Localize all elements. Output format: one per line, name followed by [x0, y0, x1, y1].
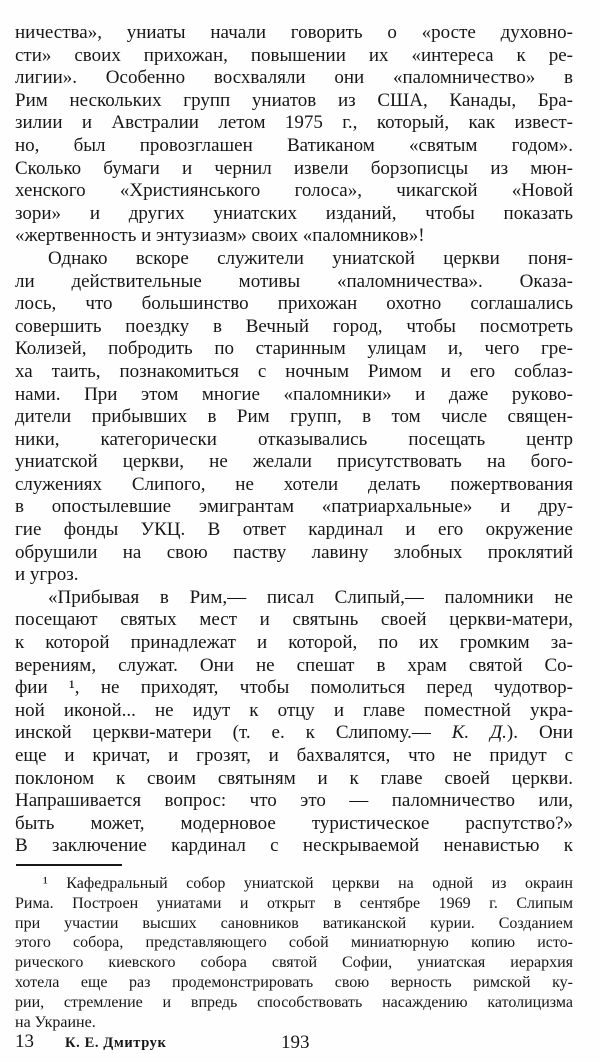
text-line [15, 768, 573, 791]
page-number: 193 [281, 1032, 310, 1053]
text-segment: лось, что большинство прихожан охотно соглашались [15, 293, 573, 315]
text-segment: «жертвенность и энтузиазм» своих «паломников»! [15, 225, 425, 247]
footnote-line [15, 914, 573, 934]
text-line [15, 745, 573, 768]
text-line [15, 813, 573, 836]
text-segment: ¹ Кафедральный собор униатской церкви на одной из окраин [43, 875, 573, 892]
text-segment: ники, категорически отказывались посещать центр [15, 428, 573, 450]
footnote-line [15, 1013, 573, 1033]
footnote-line [15, 874, 573, 894]
text-line [15, 248, 573, 271]
text-line [15, 361, 573, 384]
text-segment: Рима. Построен униатами и открыт в сентябре 1969 г. Слипым [15, 894, 573, 912]
text-line [15, 158, 573, 181]
text-segment: Сколько бумаги и чернил извели борзописцы из мюн- [15, 157, 573, 179]
text-segment: обрушили на свою паству лавину злобных проклятий [15, 541, 573, 563]
text-line [15, 564, 573, 587]
text-line [15, 722, 573, 745]
main-text-block [15, 22, 573, 858]
text-segment: фии ¹, не приходят, чтобы помолиться перед чудотвор- [15, 677, 573, 699]
text-line [15, 519, 573, 542]
editorial-initials: К. Д. [451, 722, 507, 744]
text-line [15, 225, 573, 248]
text-segment: этого собора, представляющего собой миниатюрную копию исто- [15, 934, 573, 952]
text-segment: Колизей, побродить по старинным улицам и, чего гре- [15, 338, 573, 360]
signature-number: 13 [15, 1031, 34, 1052]
text-line [15, 700, 573, 723]
text-line [15, 677, 573, 700]
text-line [15, 790, 573, 813]
text-segment: и угроз. [15, 564, 79, 586]
text-segment: ной иконой... не идут к отцу и главе поместной укра- [15, 699, 573, 721]
text-line [15, 429, 573, 452]
text-segment: гие фонды УКЦ. В ответ кардинал и его окружение [15, 519, 573, 541]
text-line [15, 112, 573, 135]
text-line [15, 384, 573, 407]
text-segment: «Прибывая в Рим,— писал Слипый,— паломники не [48, 586, 573, 608]
text-line [15, 135, 573, 158]
text-segment: быть может, модерновое туристическое распутство?» [15, 812, 573, 834]
text-line [15, 474, 573, 497]
text-line [15, 587, 573, 610]
text-segment: униатской церкви, не желали присутствовать на бого- [15, 451, 573, 473]
text-segment: Однако вскоре служители униатской церкви поня- [48, 247, 573, 269]
text-segment: хотела еще раз продемонстрировать свою верность римской ку- [15, 973, 573, 991]
text-line [15, 655, 573, 678]
text-segment: нами. При этом многие «паломники» и даже руково- [15, 383, 573, 405]
text-segment: лигии». Особенно восхваляли они «паломничество» в [15, 67, 573, 89]
footnote-separator [16, 864, 122, 866]
footnote-block [15, 874, 573, 1032]
text-segment: еще и кричат, и грозят, и бахвалятся, что не придут с [15, 745, 573, 766]
text-line [15, 90, 573, 113]
text-segment: дители прибывших в Рим групп, в том числе священ- [15, 406, 573, 428]
text-segment: совершить поездку в Вечный город, чтобы посмотреть [15, 315, 573, 337]
text-segment: служениях Слипого, не хотели делать пожертвования [15, 473, 573, 495]
text-line [15, 451, 573, 474]
text-segment: при участии высших сановников ватиканской курии. Созданием [15, 914, 573, 932]
text-line [15, 316, 573, 339]
author-name: К. Е. Дмитрук [65, 1035, 167, 1051]
text-line [15, 67, 573, 90]
text-line [15, 271, 573, 294]
text-segment: инской церкви-матери (т. е. к Слипому.— [15, 722, 452, 744]
text-line [15, 293, 573, 316]
text-line [15, 338, 573, 361]
text-segment: посещают святых мест и святынь своей церкви-матери, [15, 609, 573, 631]
text-segment: ли действительные мотивы «паломничества». Оказа- [15, 270, 573, 292]
text-line [15, 45, 573, 68]
text-segment: хенского «Християнського голоса», чикагской «Новой [15, 180, 573, 202]
text-segment: ). Они [506, 722, 573, 744]
text-segment: но, был провозглашен Ватиканом «святым годом». [15, 134, 573, 156]
text-line [15, 496, 573, 519]
text-line [15, 180, 573, 203]
page-footer [15, 1031, 573, 1057]
text-line [15, 542, 573, 565]
text-segment: ничества», униаты начали говорить о «росте духовно- [15, 22, 573, 43]
text-segment: зилии и Австралии летом 1975 г., который, как извест- [15, 112, 573, 134]
text-segment: В заключение кардинал с нескрываемой ненавистью к [15, 835, 573, 857]
text-segment: ха таить, познакомиться с ночным Римом и его соблаз- [15, 360, 573, 382]
text-line [15, 632, 573, 655]
text-segment: рии, стремление и впредь способствовать насаждению католицизма [15, 993, 573, 1011]
text-line [15, 609, 573, 632]
text-line [15, 835, 573, 858]
footnote-line [15, 953, 573, 973]
text-segment: в опостылевшие эмигрантам «патриархальные» и дру- [15, 496, 573, 518]
text-segment: к которой принадлежат и которой, по их громким за- [15, 632, 573, 654]
footnote-line [15, 933, 573, 953]
text-segment: зори» и других униатских изданий, чтобы показать [15, 202, 573, 224]
text-segment: Напрашивается вопрос: что это — паломничество или, [15, 790, 573, 812]
footnote-line [15, 993, 573, 1013]
footnote-line [15, 894, 573, 914]
text-segment: верениям, служат. Они не спешат в храм святой Со- [15, 654, 573, 676]
text-line [15, 22, 573, 45]
text-segment: Рим нескольких групп униатов из США, Канады, Бра- [15, 89, 573, 111]
text-segment: поклоном к своим святыням и к главе своей церкви. [15, 767, 573, 789]
text-segment: на Украине. [15, 1013, 96, 1031]
footnote-line [15, 973, 573, 993]
text-segment: рического киевского собора святой Софии, униатская иерархия [15, 954, 573, 972]
text-line [15, 203, 573, 226]
text-line [15, 406, 573, 429]
text-segment: сти» своих прихожан, повышении их «интереса к ре- [15, 44, 573, 66]
